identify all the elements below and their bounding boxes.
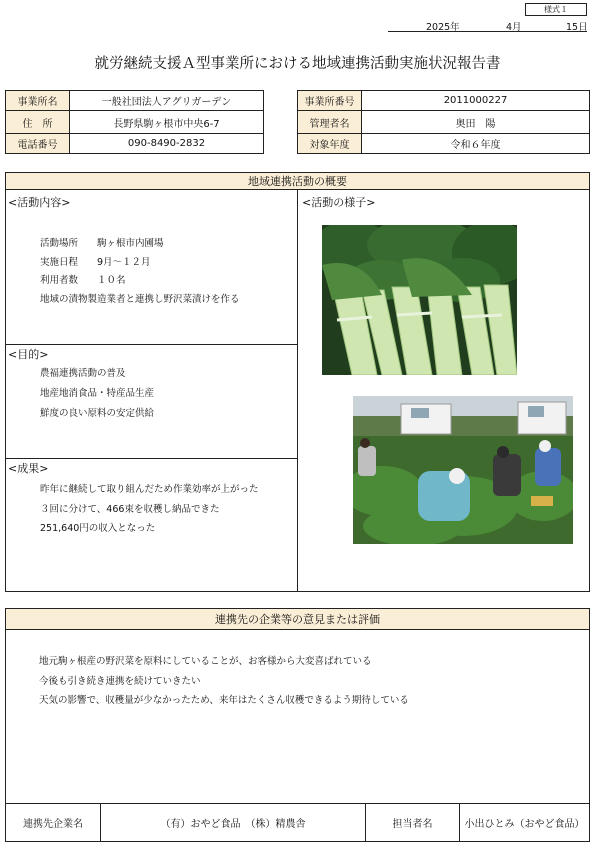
- phone-value: 090-8490-2832: [69, 133, 264, 154]
- evaluation-header-text: 連携先の企業等の意見または評価: [215, 613, 380, 626]
- overview-header: [6, 173, 589, 190]
- manager-label: 管理者名: [297, 110, 362, 134]
- purpose-divider: [6, 344, 297, 345]
- result-divider: [6, 458, 297, 459]
- fiscal-year-value: 令和６年度: [361, 133, 590, 154]
- date-month: 4月: [506, 22, 522, 33]
- date-year: 2025年: [426, 22, 460, 33]
- result-line-2: ３回に分けて、466束を収穫し納品できた: [40, 504, 220, 515]
- date-line: [388, 18, 587, 32]
- activity-scene-label: <活動の様子>: [302, 196, 376, 209]
- overview-divider: [297, 190, 298, 591]
- office-number-value: 2011000227: [361, 90, 590, 111]
- address-value: 長野県駒ヶ根市中央6-7: [69, 110, 264, 134]
- contact-value: 小出ひとみ（おやど食品）: [459, 803, 590, 842]
- address-label: 住 所: [5, 110, 70, 134]
- activity-line-users: 利用者数 １０名: [40, 275, 126, 286]
- activity-content-label: <活動内容>: [8, 196, 71, 209]
- activity-line-description: 地域の漬物製造業者と連携し野沢菜漬けを作る: [40, 294, 240, 305]
- evaluation-line-2: 今後も引き続き連携を続けていきたい: [39, 676, 201, 687]
- evaluation-header: [6, 609, 589, 630]
- partner-value: （有）おやど食品 （株）精農舎: [100, 803, 366, 842]
- office-name-value: 一般社団法人アグリガーデン: [69, 90, 264, 111]
- purpose-line-1: 農福連携活動の普及: [40, 368, 126, 379]
- partner-label: 連携先企業名: [5, 803, 101, 842]
- field-harvest-photo: [353, 396, 573, 544]
- overview-header-text: 地域連携活動の概要: [248, 175, 347, 188]
- fiscal-year-label: 対象年度: [297, 133, 362, 154]
- date-day: 15日: [566, 22, 588, 33]
- office-name-label: 事業所名: [5, 90, 70, 111]
- activity-line-place: 活動場所 駒ヶ根市内圃場: [40, 238, 164, 249]
- page-title: 就労継続支援Ａ型事業所における地域連携活動実施状況報告書: [94, 56, 501, 72]
- contact-label: 担当者名: [365, 803, 460, 842]
- purpose-label: <目的>: [8, 348, 49, 361]
- nozawana-bundles-photo: [322, 225, 517, 375]
- phone-label: 電話番号: [5, 133, 70, 154]
- manager-value: 奥田 陽: [361, 110, 590, 134]
- purpose-line-3: 鮮度の良い原料の安定供給: [40, 408, 155, 419]
- form-number: 様式１: [525, 3, 587, 16]
- evaluation-line-1: 地元駒ヶ根産の野沢菜を原料にしていることが、お客様から大変喜ばれている: [39, 656, 372, 667]
- result-line-1: 昨年に継続して取り組んだため作業効率が上がった: [40, 484, 259, 495]
- activity-line-schedule: 実施日程 9月～１２月: [40, 257, 151, 268]
- purpose-line-2: 地産地消食品・特産品生産: [40, 388, 155, 399]
- office-number-label: 事業所番号: [297, 90, 362, 111]
- overview-section: [5, 172, 590, 592]
- result-line-3: 251,640円の収入となった: [40, 523, 156, 534]
- evaluation-section: [5, 608, 590, 804]
- evaluation-line-3: 天気の影響で、収穫量が少なかったため、来年はたくさん収穫できるよう期待している: [39, 695, 409, 706]
- result-label: <成果>: [8, 462, 49, 475]
